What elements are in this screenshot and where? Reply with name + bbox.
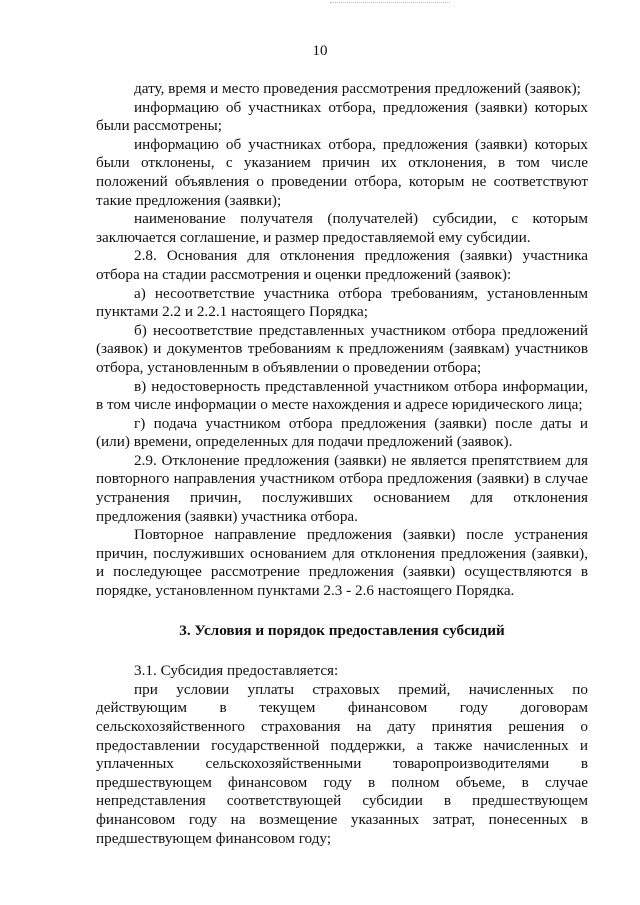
paragraph: 2.8. Основания для отклонения предложения (заявки) участника отбора на стадии рассмотрения и оценки предложений (заявок): <box>96 247 588 283</box>
paragraph: дату, время и место проведения рассмотрения предложений (заявок); <box>134 80 581 97</box>
paragraph: информацию об участниках отбора, предложения (заявки) которых были отклонены, с указанием причин их отклонения, в том числе положений объявления о проведении отбора, которым не соответствуют такие предложения (заявки); <box>96 135 588 209</box>
paragraph: 2.9. Отклонение предложения (заявки) не является препятствием для повторного направления участником отбора предложения (заявки) в случае устранения причин, послуживших основанием для отклонения предложения (заявки) участника отбора. <box>96 451 588 525</box>
paragraph: а) несоответствие участника отбора требованиям, установленным пунктами 2.2 и 2.2.1 настоящего Порядка; <box>96 284 588 321</box>
paragraph: Повторное направление предложения (заявки) после устранения причин, послуживших основанием для отклонения предложения (заявки), и последующее рассмотрение предложения (заявки) осуществляются в порядке, установленном пунктами 2.3 - 2.6 настоящего Порядка. <box>96 526 588 600</box>
paragraph: г) подача участником отбора предложения (заявки) после даты и (или) времени, определенных для подачи предложений (заявок). <box>96 414 588 451</box>
paragraph: б) несоответствие представленных участником отбора предложений (заявок) и документов требованиям к предложениям (заявкам) участников отбора, установленным в объявлении о проведении отбора; <box>96 321 588 376</box>
scan-artifact <box>330 2 450 9</box>
paragraph: 3.1. Субсидия предоставляется: <box>134 662 339 680</box>
paragraph: наименование получателя (получателей) субсидии, с которым заключается соглашение, и размер предоставляемой ему субсидии. <box>96 210 588 246</box>
paragraph: информацию об участниках отбора, предложения (заявки) которых были рассмотрены; <box>96 98 588 135</box>
page-number: 10 <box>312 43 328 59</box>
paragraph: в) недостоверность представленной участником отбора информации, в том числе информации о месте нахождения и адресе юридического лица; <box>96 377 588 414</box>
document-body <box>96 80 588 848</box>
section-heading: 3. Условия и порядок предоставления субсидий <box>179 621 505 639</box>
paragraph: при условии уплаты страховых премий, начисленных по действующим в текущем финансовом году договорам сельскохозяйственного страхования на дату принятия решения о предоставлении государственной поддержки, а также начисленных и уплаченных сельскохозяйственными товаропроизводителями в предшествующем финансовом году в полном объеме, в случае непредставления соответствующей субсидии в предшествующем финансовом году на возмещение указанных затрат, понесенных в предшествующем финансовом году; <box>96 680 588 847</box>
